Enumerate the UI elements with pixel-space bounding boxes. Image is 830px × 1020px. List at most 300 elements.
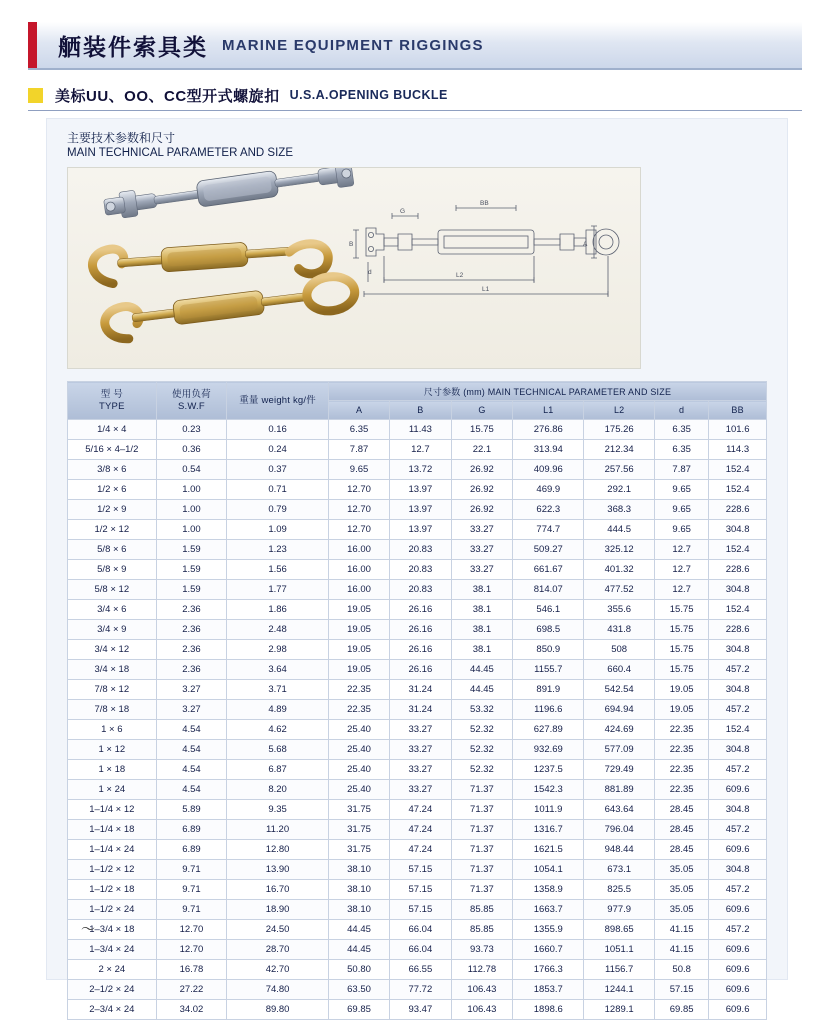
table-cell-A: 31.75 [328,800,389,820]
table-cell-L2: 1051.1 [584,940,655,960]
table-cell-S.W.F: 2.36 [156,640,227,660]
table-cell-L1: 313.94 [513,440,584,460]
table-cell-L2: 694.94 [584,700,655,720]
table-cell-A: 12.70 [328,500,389,520]
table-cell-TYPE: 1–1/2 × 24 [68,900,157,920]
table-row [68,1000,767,1020]
table-cell-L1: 1316.7 [513,820,584,840]
table-cell-G: 71.37 [451,820,513,840]
bullet-square-icon [28,88,43,103]
table-cell-d: 19.05 [655,680,709,700]
diagram-label-B: B [349,241,354,248]
table-cell-L2: 898.65 [584,920,655,940]
table-cell-G: 71.37 [451,880,513,900]
table-cell-S.W.F: 4.54 [156,760,227,780]
table-cell-G: 26.92 [451,500,513,520]
table-cell-TYPE: 5/8 × 12 [68,580,157,600]
table-cell-A: 25.40 [328,720,389,740]
table-cell-B: 33.27 [390,720,451,740]
table-cell-TYPE: 3/4 × 18 [68,660,157,680]
table-cell-BB: 609.6 [709,840,767,860]
diagram-label-BB: BB [480,200,489,207]
table-cell-G: 33.27 [451,540,513,560]
table-cell-G: 52.32 [451,740,513,760]
table-cell-BB: 304.8 [709,800,767,820]
table-cell-L2: 292.1 [584,480,655,500]
table-cell-L2: 660.4 [584,660,655,680]
table-row [68,500,767,520]
table-cell-A: 7.87 [328,440,389,460]
table-cell-B: 33.27 [390,760,451,780]
table-row [68,880,767,900]
table-cell-BB: 304.8 [709,680,767,700]
table-cell-TYPE: 1/2 × 12 [68,520,157,540]
table-cell-A: 38.10 [328,900,389,920]
table-cell-d: 15.75 [655,600,709,620]
table-cell-B: 77.72 [390,980,451,1000]
table-cell-S.W.F: 12.70 [156,920,227,940]
table-cell-A: 12.70 [328,520,389,540]
table-cell-G: 85.85 [451,920,513,940]
table-row [68,460,767,480]
table-cell-重量 weight kg/件: 0.37 [227,460,329,480]
table-cell-d: 50.8 [655,960,709,980]
table-cell-A: 25.40 [328,740,389,760]
table-cell-重量 weight kg/件: 2.48 [227,620,329,640]
table-cell-A: 44.45 [328,940,389,960]
table-cell-B: 33.27 [390,780,451,800]
table-cell-BB: 114.3 [709,440,767,460]
section-subtitle [28,82,802,108]
table-cell-S.W.F: 0.36 [156,440,227,460]
table-cell-A: 31.75 [328,840,389,860]
table-cell-L1: 1663.7 [513,900,584,920]
table-cell-G: 33.27 [451,520,513,540]
table-cell-BB: 228.6 [709,500,767,520]
table-cell-重量 weight kg/件: 74.80 [227,980,329,1000]
table-cell-重量 weight kg/件: 3.71 [227,680,329,700]
th-BB: BB [709,401,767,420]
table-cell-S.W.F: 1.59 [156,560,227,580]
table-cell-S.W.F: 2.36 [156,660,227,680]
table-cell-BB: 609.6 [709,980,767,1000]
table-row [68,800,767,820]
table-cell-L1: 774.7 [513,520,584,540]
table-row [68,640,767,660]
table-row [68,820,767,840]
table-cell-L2: 673.1 [584,860,655,880]
table-cell-重量 weight kg/件: 0.79 [227,500,329,520]
table-cell-BB: 304.8 [709,640,767,660]
th-weight: 重量 weight kg/件 [227,382,329,420]
table-cell-TYPE: 3/4 × 12 [68,640,157,660]
table-cell-d: 9.65 [655,480,709,500]
table-row [68,560,767,580]
table-cell-A: 38.10 [328,860,389,880]
table-cell-A: 31.75 [328,820,389,840]
th-swf-cn: 使用负荷 [172,388,211,400]
table-cell-d: 12.7 [655,560,709,580]
table-row [68,900,767,920]
table-cell-BB: 152.4 [709,720,767,740]
table-cell-重量 weight kg/件: 18.90 [227,900,329,920]
table-cell-L1: 469.9 [513,480,584,500]
table-cell-重量 weight kg/件: 4.62 [227,720,329,740]
table-cell-d: 35.05 [655,860,709,880]
table-cell-d: 19.05 [655,700,709,720]
table-cell-d: 41.15 [655,940,709,960]
table-cell-B: 26.16 [390,660,451,680]
table-cell-L1: 1196.6 [513,700,584,720]
table-cell-B: 13.97 [390,480,451,500]
table-cell-d: 7.87 [655,460,709,480]
table-row [68,420,767,440]
table-cell-BB: 457.2 [709,660,767,680]
table-cell-L2: 325.12 [584,540,655,560]
table-cell-G: 33.27 [451,560,513,580]
table-cell-BB: 152.4 [709,460,767,480]
table-cell-d: 15.75 [655,640,709,660]
table-cell-B: 57.15 [390,880,451,900]
table-cell-重量 weight kg/件: 12.80 [227,840,329,860]
table-cell-d: 6.35 [655,440,709,460]
table-cell-d: 28.45 [655,820,709,840]
table-cell-G: 53.32 [451,700,513,720]
table-cell-BB: 228.6 [709,560,767,580]
table-cell-B: 26.16 [390,640,451,660]
table-cell-TYPE: 7/8 × 12 [68,680,157,700]
table-cell-B: 31.24 [390,700,451,720]
spec-table [67,381,767,1020]
table-cell-重量 weight kg/件: 4.89 [227,700,329,720]
table-cell-d: 57.15 [655,980,709,1000]
table-cell-d: 41.15 [655,920,709,940]
table-cell-G: 71.37 [451,840,513,860]
table-cell-L1: 891.9 [513,680,584,700]
table-row [68,940,767,960]
table-cell-BB: 228.6 [709,620,767,640]
table-cell-L2: 355.6 [584,600,655,620]
table-cell-G: 93.73 [451,940,513,960]
table-cell-A: 25.40 [328,780,389,800]
table-cell-S.W.F: 1.00 [156,520,227,540]
table-cell-G: 15.75 [451,420,513,440]
table-cell-S.W.F: 6.89 [156,820,227,840]
table-cell-TYPE: 3/4 × 6 [68,600,157,620]
table-cell-BB: 457.2 [709,700,767,720]
table-cell-L2: 1289.1 [584,1000,655,1020]
table-cell-A: 16.00 [328,540,389,560]
table-row [68,600,767,620]
table-cell-d: 22.35 [655,780,709,800]
table-cell-S.W.F: 0.54 [156,460,227,480]
table-cell-S.W.F: 1.00 [156,500,227,520]
table-cell-d: 12.7 [655,540,709,560]
table-cell-重量 weight kg/件: 1.23 [227,540,329,560]
table-cell-L2: 577.09 [584,740,655,760]
table-cell-TYPE: 1 × 12 [68,740,157,760]
table-cell-TYPE: 5/8 × 6 [68,540,157,560]
table-cell-L1: 1898.6 [513,1000,584,1020]
table-cell-S.W.F: 9.71 [156,860,227,880]
table-cell-B: 13.97 [390,500,451,520]
table-cell-G: 44.45 [451,680,513,700]
table-cell-重量 weight kg/件: 13.90 [227,860,329,880]
table-cell-B: 11.43 [390,420,451,440]
table-cell-L2: 508 [584,640,655,660]
table-cell-S.W.F: 0.23 [156,420,227,440]
table-cell-B: 20.83 [390,580,451,600]
table-cell-d: 35.05 [655,900,709,920]
table-row [68,840,767,860]
table-cell-d: 12.7 [655,580,709,600]
table-cell-L2: 431.8 [584,620,655,640]
table-cell-重量 weight kg/件: 16.70 [227,880,329,900]
table-cell-L1: 932.69 [513,740,584,760]
table-cell-A: 44.45 [328,920,389,940]
table-cell-L2: 542.54 [584,680,655,700]
parameter-caption-cn: 主要技术参数和尺寸 [67,131,176,145]
table-cell-d: 9.65 [655,520,709,540]
table-row [68,620,767,640]
table-cell-BB: 609.6 [709,940,767,960]
table-cell-L1: 627.89 [513,720,584,740]
subtitle-en: U.S.A.OPENING BUCKLE [289,88,448,102]
table-cell-A: 16.00 [328,560,389,580]
table-cell-L1: 1355.9 [513,920,584,940]
table-cell-B: 47.24 [390,840,451,860]
th-type-en: TYPE [99,400,125,412]
table-cell-d: 28.45 [655,800,709,820]
table-cell-G: 85.85 [451,900,513,920]
th-L2: L2 [584,401,655,420]
table-cell-TYPE: 2–1/2 × 24 [68,980,157,1000]
table-cell-TYPE: 7/8 × 18 [68,700,157,720]
spec-table-body [68,420,767,1020]
diagram-label-A: A [583,241,588,248]
table-row [68,480,767,500]
table-cell-TYPE: 3/8 × 6 [68,460,157,480]
table-cell-L2: 729.49 [584,760,655,780]
table-cell-L1: 1542.3 [513,780,584,800]
table-cell-L2: 368.3 [584,500,655,520]
table-cell-d: 15.75 [655,620,709,640]
table-cell-A: 69.85 [328,1000,389,1020]
table-cell-L1: 698.5 [513,620,584,640]
table-cell-S.W.F: 16.78 [156,960,227,980]
table-cell-BB: 152.4 [709,600,767,620]
table-cell-重量 weight kg/件: 0.24 [227,440,329,460]
product-photo-illustration [68,168,640,368]
header-title-en: MARINE EQUIPMENT RIGGINGS [222,36,484,54]
table-cell-A: 22.35 [328,680,389,700]
table-cell-TYPE: 1–1/4 × 18 [68,820,157,840]
table-cell-d: 6.35 [655,420,709,440]
table-cell-A: 22.35 [328,700,389,720]
table-row [68,680,767,700]
table-cell-G: 38.1 [451,640,513,660]
table-cell-BB: 304.8 [709,740,767,760]
table-cell-B: 66.04 [390,940,451,960]
diagram-label-L2: L2 [456,272,464,279]
table-cell-B: 20.83 [390,560,451,580]
table-row [68,780,767,800]
table-cell-重量 weight kg/件: 9.35 [227,800,329,820]
table-cell-S.W.F: 1.59 [156,580,227,600]
th-type-cn: 型 号 [100,388,123,400]
table-row [68,440,767,460]
table-cell-G: 112.78 [451,960,513,980]
table-cell-TYPE: 1–1/2 × 12 [68,860,157,880]
diagram-label-d: d [368,269,372,276]
table-cell-重量 weight kg/件: 1.77 [227,580,329,600]
table-cell-重量 weight kg/件: 1.86 [227,600,329,620]
table-cell-S.W.F: 3.27 [156,700,227,720]
table-cell-TYPE: 1–3/4 × 24 [68,940,157,960]
table-cell-L2: 477.52 [584,580,655,600]
table-cell-TYPE: 1–1/4 × 12 [68,800,157,820]
table-cell-G: 71.37 [451,800,513,820]
table-cell-L2: 1244.1 [584,980,655,1000]
table-cell-重量 weight kg/件: 6.87 [227,760,329,780]
table-cell-S.W.F: 2.36 [156,600,227,620]
table-cell-TYPE: 3/4 × 9 [68,620,157,640]
parameter-caption-en: MAIN TECHNICAL PARAMETER AND SIZE [67,147,293,159]
table-cell-BB: 457.2 [709,880,767,900]
table-cell-L1: 814.07 [513,580,584,600]
table-cell-L1: 1155.7 [513,660,584,680]
table-cell-L2: 643.64 [584,800,655,820]
table-cell-G: 71.37 [451,860,513,880]
table-cell-A: 12.70 [328,480,389,500]
table-cell-TYPE: 2–3/4 × 24 [68,1000,157,1020]
table-cell-重量 weight kg/件: 0.71 [227,480,329,500]
table-cell-TYPE: 1/2 × 9 [68,500,157,520]
table-cell-B: 26.16 [390,600,451,620]
table-cell-L1: 546.1 [513,600,584,620]
table-cell-G: 52.32 [451,760,513,780]
table-cell-S.W.F: 4.54 [156,720,227,740]
th-G: G [451,401,513,420]
table-cell-L1: 409.96 [513,460,584,480]
table-cell-B: 47.24 [390,800,451,820]
table-cell-S.W.F: 1.00 [156,480,227,500]
table-cell-G: 52.32 [451,720,513,740]
table-cell-d: 69.85 [655,1000,709,1020]
table-cell-BB: 101.6 [709,420,767,440]
table-cell-L1: 1011.9 [513,800,584,820]
table-cell-B: 66.55 [390,960,451,980]
table-cell-S.W.F: 2.36 [156,620,227,640]
table-cell-BB: 304.8 [709,580,767,600]
table-cell-B: 13.97 [390,520,451,540]
table-cell-d: 15.75 [655,660,709,680]
table-cell-重量 weight kg/件: 28.70 [227,940,329,960]
table-cell-A: 50.80 [328,960,389,980]
table-cell-B: 47.24 [390,820,451,840]
table-cell-L1: 622.3 [513,500,584,520]
table-cell-重量 weight kg/件: 89.80 [227,1000,329,1020]
table-row [68,740,767,760]
parameter-caption [67,131,293,161]
table-cell-B: 13.72 [390,460,451,480]
table-row [68,760,767,780]
table-cell-BB: 457.2 [709,920,767,940]
table-cell-BB: 457.2 [709,820,767,840]
table-cell-G: 26.92 [451,460,513,480]
table-cell-G: 71.37 [451,780,513,800]
table-cell-S.W.F: 9.71 [156,900,227,920]
table-cell-L2: 424.69 [584,720,655,740]
table-cell-BB: 304.8 [709,520,767,540]
table-cell-TYPE: 1–3/4 × 18 [68,920,157,940]
table-cell-A: 16.00 [328,580,389,600]
table-cell-L2: 948.44 [584,840,655,860]
table-cell-BB: 609.6 [709,1000,767,1020]
table-cell-L1: 1853.7 [513,980,584,1000]
subtitle-cn: 美标UU、OO、CC型开式螺旋扣 [55,87,280,105]
table-cell-L2: 444.5 [584,520,655,540]
header-title-cn: 舾装件索具类 [58,33,208,60]
table-cell-L1: 1358.9 [513,880,584,900]
table-cell-BB: 152.4 [709,540,767,560]
table-cell-BB: 609.6 [709,900,767,920]
table-cell-S.W.F: 5.89 [156,800,227,820]
table-row [68,520,767,540]
table-row [68,660,767,680]
margin-mark: 〜 [81,921,95,937]
table-cell-G: 38.1 [451,600,513,620]
table-cell-d: 22.35 [655,720,709,740]
table-cell-B: 93.47 [390,1000,451,1020]
th-swf [156,382,227,420]
table-cell-S.W.F: 9.71 [156,880,227,900]
table-row [68,700,767,720]
table-cell-d: 28.45 [655,840,709,860]
table-cell-BB: 609.6 [709,780,767,800]
table-cell-A: 63.50 [328,980,389,1000]
table-cell-重量 weight kg/件: 0.16 [227,420,329,440]
th-B: B [390,401,451,420]
table-cell-TYPE: 5/16 × 4–1/2 [68,440,157,460]
table-cell-d: 9.65 [655,500,709,520]
table-cell-B: 20.83 [390,540,451,560]
table-cell-L2: 977.9 [584,900,655,920]
table-cell-B: 66.04 [390,920,451,940]
th-L1: L1 [513,401,584,420]
table-cell-TYPE: 5/8 × 9 [68,560,157,580]
th-swf-en: S.W.F [178,400,205,412]
th-group-size: 尺寸参数 (mm) MAIN TECHNICAL PARAMETER AND SIZE [328,382,766,401]
table-cell-G: 38.1 [451,580,513,600]
table-cell-S.W.F: 4.54 [156,740,227,760]
table-cell-L2: 257.56 [584,460,655,480]
table-cell-L1: 1621.5 [513,840,584,860]
diagram-label-G: G [400,208,406,215]
spec-table-wrapper [67,381,767,1020]
table-row [68,580,767,600]
table-cell-TYPE: 1/2 × 6 [68,480,157,500]
table-cell-B: 57.15 [390,900,451,920]
table-cell-BB: 457.2 [709,760,767,780]
table-row [68,860,767,880]
table-cell-重量 weight kg/件: 3.64 [227,660,329,680]
th-d: d [655,401,709,420]
table-cell-A: 19.05 [328,640,389,660]
table-cell-B: 12.7 [390,440,451,460]
table-cell-B: 57.15 [390,860,451,880]
table-cell-BB: 152.4 [709,480,767,500]
